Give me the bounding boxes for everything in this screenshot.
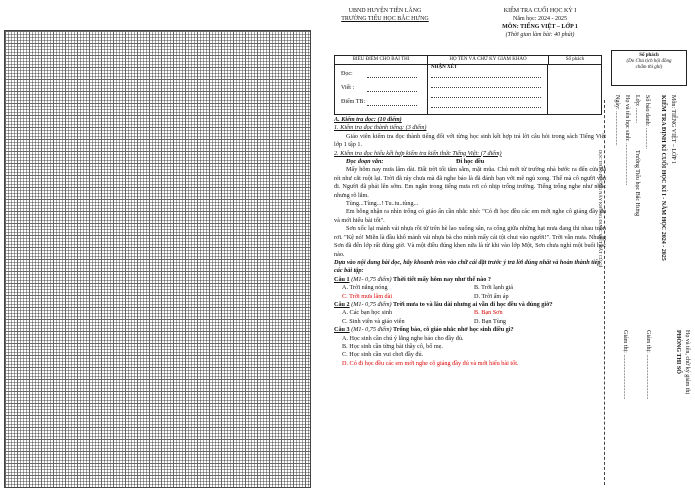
question-1: Câu 1 (M1- 0,75 điểm) Thời tiết mấy hôm nay như thế nào ?	[334, 275, 491, 283]
q3-option-a[interactable]: A. Học sinh cần chú ý lắng nghe bảo cho đầy đủ.	[342, 334, 464, 342]
passage-paragraph: Em bỗng nhận ra nhìn trống có giáo ấn cần nhắc nhỏ: "Có đi học đều các em mới nghe cô giảng đầy đủ và mới hiểu bài tốt".	[334, 208, 606, 224]
question-2: Câu 2 (M1- 0,75 điểm) Trời mưa to và lâu dài nhưng ai vẫn đi học đều và đúng giờ?	[334, 300, 553, 308]
side-exam-title: KIỂM TRA ĐỊNH KÌ CUỐI HỌC KÌ I - NĂM HỌC 2024 - 2025	[660, 95, 666, 261]
side-invigilator-2: Giám thị: ..............................	[622, 330, 628, 400]
side-school: Trường Tiểu học Bắc Hưng	[634, 150, 640, 217]
side-class: Lớp: ..........	[634, 95, 640, 124]
q1-option-b[interactable]: B. Trời lạnh giá	[474, 284, 514, 292]
q3-option-b[interactable]: B. Học sinh cần từng bài thầy cô, bố mẹ.	[342, 342, 443, 350]
q1-option-d[interactable]: D. Trời ấm áp	[474, 292, 509, 300]
side-cut-notice: DỌC THEO ĐƯỜNG NÀY KHÔNG ĐƯỢC VIẾT BẤT CỨ GÌ	[598, 150, 603, 268]
average-label: Điểm TB:	[341, 99, 366, 105]
q1-option-a[interactable]: A. Trời nắng nóng	[342, 284, 388, 292]
instruction: Dựa vào nội dung bài đọc, hãy khoanh tròn vào chữ cái đặt trước ý trả lời đúng nhất và hoàn thành tiếp các bài tập:	[334, 258, 601, 275]
side-date: Ngày: .......................	[614, 95, 620, 146]
side-subject: Môn: TIẾNG VIỆT – LỚP 1	[670, 95, 676, 164]
secret-number-box: Số phách (Do Chủ tịch hội đồng chấm thi ghi)	[611, 50, 687, 86]
section-a-title: A. Kiểm tra đọc: (10 điểm)	[334, 116, 402, 123]
side-candidate-number: Số báo danh: ..............	[644, 95, 650, 149]
passage-paragraph: Mấy hôm nay mưa lâm dài. Đất trời tối tăm sẫm, mặt mũa. Chủ mới từ trường nhà bước ra đến cửa đã rét như cắt ruột lại. Trời đã ráy chưa mà đã nghe báo là đã đánh bạn với mê ngủ xong. Thế mà cô người vẫn đi. Người đã phải lên sớm. Em ngắn trong tiếng mưa rơi có nhịp trống trường. Tiếng trống nghe như nhắc nhưng rõ lắm.	[334, 166, 606, 199]
passage-label: Đọc đoạn văn:	[346, 158, 384, 166]
q2-option-b[interactable]: B. Bạn Sơn	[474, 309, 503, 317]
q1-option-c[interactable]: C. Trời mưa lâm dài	[342, 292, 393, 300]
comment-label: NHẬN XÉT	[431, 65, 458, 70]
part1-text: Giáo viên kiểm tra đọc thành tiếng đối với từng học sinh kết hợp trả lời câu hỏi trong sách Tiếng Việt lớp 1 tập 1.	[334, 132, 606, 149]
secret-header: Số phách	[565, 57, 585, 62]
passage-title: Đi học đều	[456, 158, 485, 166]
part2-title: 2. Kiểm tra đọc hiểu kết hợp kiểm tra kiến thức Tiếng Việt: (7 điểm)	[334, 149, 502, 157]
q2-option-d[interactable]: D. Bạn Tùng	[474, 317, 507, 325]
q2-option-c[interactable]: C. Sinh viên và giáo viên	[342, 317, 405, 325]
writing-label: Viết :	[341, 85, 355, 91]
exam-header: KIỂM TRA CUỐI HỌC KỲ I Năm học: 2024 - 2025 MÔN: TIẾNG VIỆT – LỚP 1 (Thời gian làm bài: 40 phút)	[502, 8, 578, 38]
passage-paragraph: Tùng...Tùng...! Tu..tu..tùng...	[346, 200, 419, 208]
reading-label: Đọc:	[341, 71, 353, 77]
part1-title: 1. Kiểm tra đọc thành tiếng: (3 điểm)	[334, 124, 427, 132]
exam-content	[334, 116, 606, 368]
passage-paragraph: Sơn xốc lại mảnh vải nhựa rồi từ trên hè lao xuống sân, ra cổng giữa những hạt mưa đang thi nhau tuôn rơi. "Kệ nó! Miễn là đầu khô mảnh vải nhựa bà cho mình mấy cái tội chui vào người!". Trời vẫn mưa. Nhưng Sơn đã đến lớp rất đúng giờ. Và một điều đúng khen nữa là từ khi vào lớp Một, Sơn chưa nghỉ một buổi học nào.	[334, 225, 606, 258]
grid-answer-sheet	[4, 30, 311, 488]
side-invigilator-heading: Họ và tên, chữ ký giám thị	[684, 330, 690, 395]
score-table	[334, 55, 602, 115]
score-header: BIỂU ĐIỂM CHO BÀI THI	[335, 56, 428, 64]
question-3: Câu 3 (M1- 0,75 điểm) Trống báo, cô giáo nhắc nhở học sinh điều gì?	[334, 326, 514, 334]
q3-option-c[interactable]: C. Học sinh cần vui chơi đầy đủ.	[342, 351, 424, 359]
q3-option-d[interactable]: D. Có đi học đều các em mới nghe cô giảng đầy đủ và mới hiểu bài tốt.	[342, 359, 519, 367]
side-student-name: Họ và tên học sinh: ............................	[624, 95, 630, 186]
grader-header: HỌ TÊN VÀ CHỮ KÝ GIÁM KHẢO	[428, 56, 549, 64]
q2-option-a[interactable]: A. Các bạn học sinh	[342, 309, 393, 317]
side-invigilator-1: Giám thị: ..............................	[645, 330, 651, 400]
school-header: UBND HUYỆN TIÊN LÃNG TRƯỜNG TIỂU HỌC BẮC HƯNG	[341, 8, 429, 22]
side-room: PHÒNG THI SỐ	[675, 330, 681, 374]
